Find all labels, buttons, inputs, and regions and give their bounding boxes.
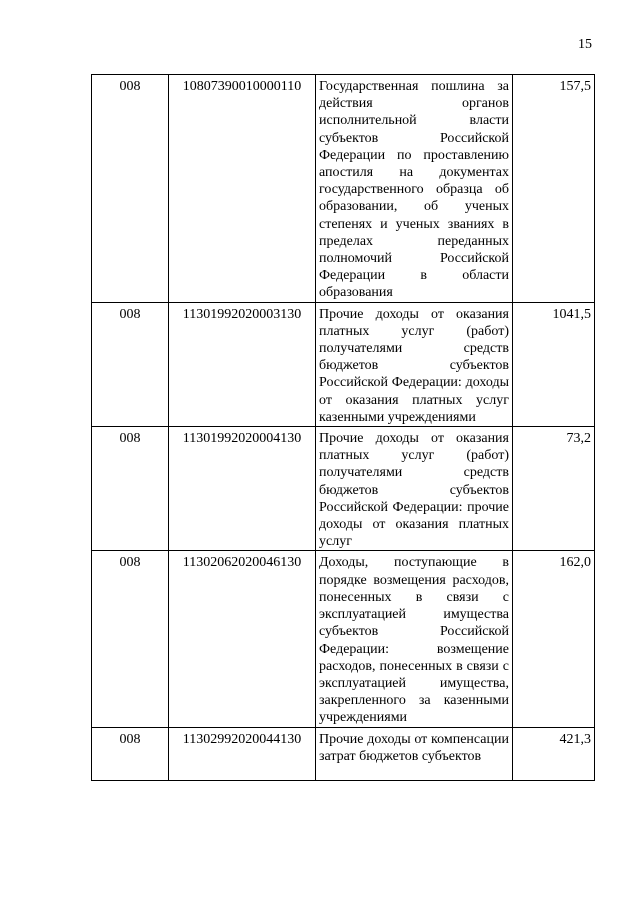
amount-cell: 73,2 <box>513 427 595 551</box>
admin-code-cell: 008 <box>92 727 169 780</box>
classification-code-cell: 11302062020046130 <box>169 551 316 727</box>
revenue-name-cell: Прочие доходы от оказания платных услуг (работ) получателями средств бюджетов субъектов Российской Федерации: доходы от оказания платных услуг казенными учреждениями <box>316 302 513 426</box>
revenue-name-cell: Прочие доходы от оказания платных услуг (работ) получателями средств бюджетов субъектов Российской Федерации: прочие доходы от оказания платных услуг <box>316 427 513 551</box>
amount-cell: 157,5 <box>513 75 595 303</box>
table-row <box>92 727 595 780</box>
amount-cell: 1041,5 <box>513 302 595 426</box>
revenue-table <box>91 74 595 781</box>
table-row <box>92 427 595 551</box>
admin-code-cell: 008 <box>92 302 169 426</box>
admin-code-cell: 008 <box>92 551 169 727</box>
table-row <box>92 75 595 303</box>
table-row <box>92 302 595 426</box>
table-row <box>92 551 595 727</box>
page-number: 15 <box>578 37 592 52</box>
amount-cell: 162,0 <box>513 551 595 727</box>
revenue-name-text: Прочие доходы от компенсации затрат бюджетов субъектов <box>319 731 509 764</box>
amount-cell: 421,3 <box>513 727 595 780</box>
revenue-name-cell: Доходы, поступающие в порядке возмещения расходов, понесенных в связи с эксплуатацией имущества субъектов Российской Федерации: возмещение расходов, понесенных в связи с эксплуатацией имущества, закрепленного за казенными учреждениями <box>316 551 513 727</box>
revenue-name-cell <box>316 727 513 780</box>
classification-code-cell: 10807390010000110 <box>169 75 316 303</box>
classification-code-cell: 11301992020003130 <box>169 302 316 426</box>
admin-code-cell: 008 <box>92 427 169 551</box>
admin-code-cell: 008 <box>92 75 169 303</box>
classification-code-cell: 11302992020044130 <box>169 727 316 780</box>
classification-code-cell: 11301992020004130 <box>169 427 316 551</box>
revenue-name-cell: Государственная пошлина за действия органов исполнительной власти субъектов Российской Федерации по проставлению апостиля на документах государственного образца об образовании, об ученых степенях и ученых званиях в пределах переданных полномочий Российской Федерации в области образования <box>316 75 513 303</box>
